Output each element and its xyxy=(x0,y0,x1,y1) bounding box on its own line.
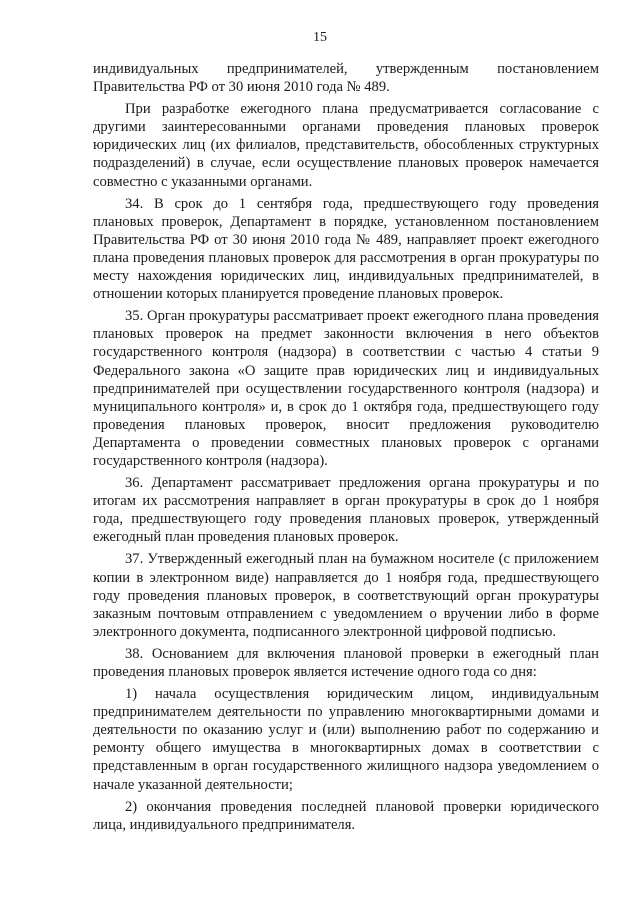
paragraph-item-38: 38. Основанием для включения плановой проверки в ежегодный план проведения плановых проверок является истечение одного года со дня: xyxy=(93,645,599,680)
paragraph-plan-coordination: При разработке ежегодного плана предусматривается согласование с другими заинтересованными органами проведения плановых проверок юридических лиц (их филиалов, представительств, обособленных структурных подразделений) в случае, если осуществление плановых проверок намечается совместно с указанными органами. xyxy=(93,101,599,190)
paragraph-subitem-1: 1) начала осуществления юридическим лицом, индивидуальным предпринимателем деятельности по управлению многоквартирными домами и деятельности по оказанию услуг и (или) выполнению работ по содержанию и ремонту общего имущества в многоквартирных домах в соответствии с представленным в орган государственного жилищного надзора уведомлением о начале указанной деятельности; xyxy=(93,686,599,793)
paragraph-item-35: 35. Орган прокуратуры рассматривает проект ежегодного плана проведения плановых проверок на предмет законности включения в него объектов государственного контроля (надзора) в соответствии с частью 4 статьи 9 Федерального закона «О защите прав юридических лиц и индивидуальных предпринимателей при осуществлении государственного контроля (надзора) и муниципального контроля» и, в срок до 1 октября года, предшествующего году проведения плановых проверок, вносит предложения руководителю Департамента о проведении совместных плановых проверок с органами государственного контроля (надзора). xyxy=(93,308,599,469)
paragraph-continuation: индивидуальных предпринимателей, утвержденным постановлением Правительства РФ от 30 июня 2010 года № 489. xyxy=(93,61,599,96)
document-body xyxy=(93,60,599,834)
paragraph-item-37: 37. Утвержденный ежегодный план на бумажном носителе (с приложением копии в электронном виде) направляется до 1 ноября года, предшествующего году проведения плановых проверок, в соответствующий орган прокуратуры заказным почтовым отправлением с уведомлением о вручении либо в форме электронного документа, подписанного электронной цифровой подписью. xyxy=(93,551,599,640)
paragraph-item-36: 36. Департамент рассматривает предложения органа прокуратуры и по итогам их рассмотрения направляет в орган прокуратуры в срок до 1 ноября года, предшествующего году проведения плановых проверок, утвержденный ежегодный план проведения плановых проверок. xyxy=(93,475,599,546)
paragraph-subitem-2: 2) окончания проведения последней плановой проверки юридического лица, индивидуального предпринимателя. xyxy=(93,798,599,833)
page-number: 15 xyxy=(313,30,327,45)
paragraph-item-34: 34. В срок до 1 сентября года, предшествующего году проведения плановых проверок, Департамент в порядке, установленном постановлением Правительства РФ от 30 июня 2010 года № 489, направляет проект ежегодного плана проведения плановых проверок для рассмотрения в орган прокуратуры по месту нахождения юридических лиц, индивидуальных предпринимателей, в отношении которых планируется проведение плановых проверок. xyxy=(93,195,599,303)
